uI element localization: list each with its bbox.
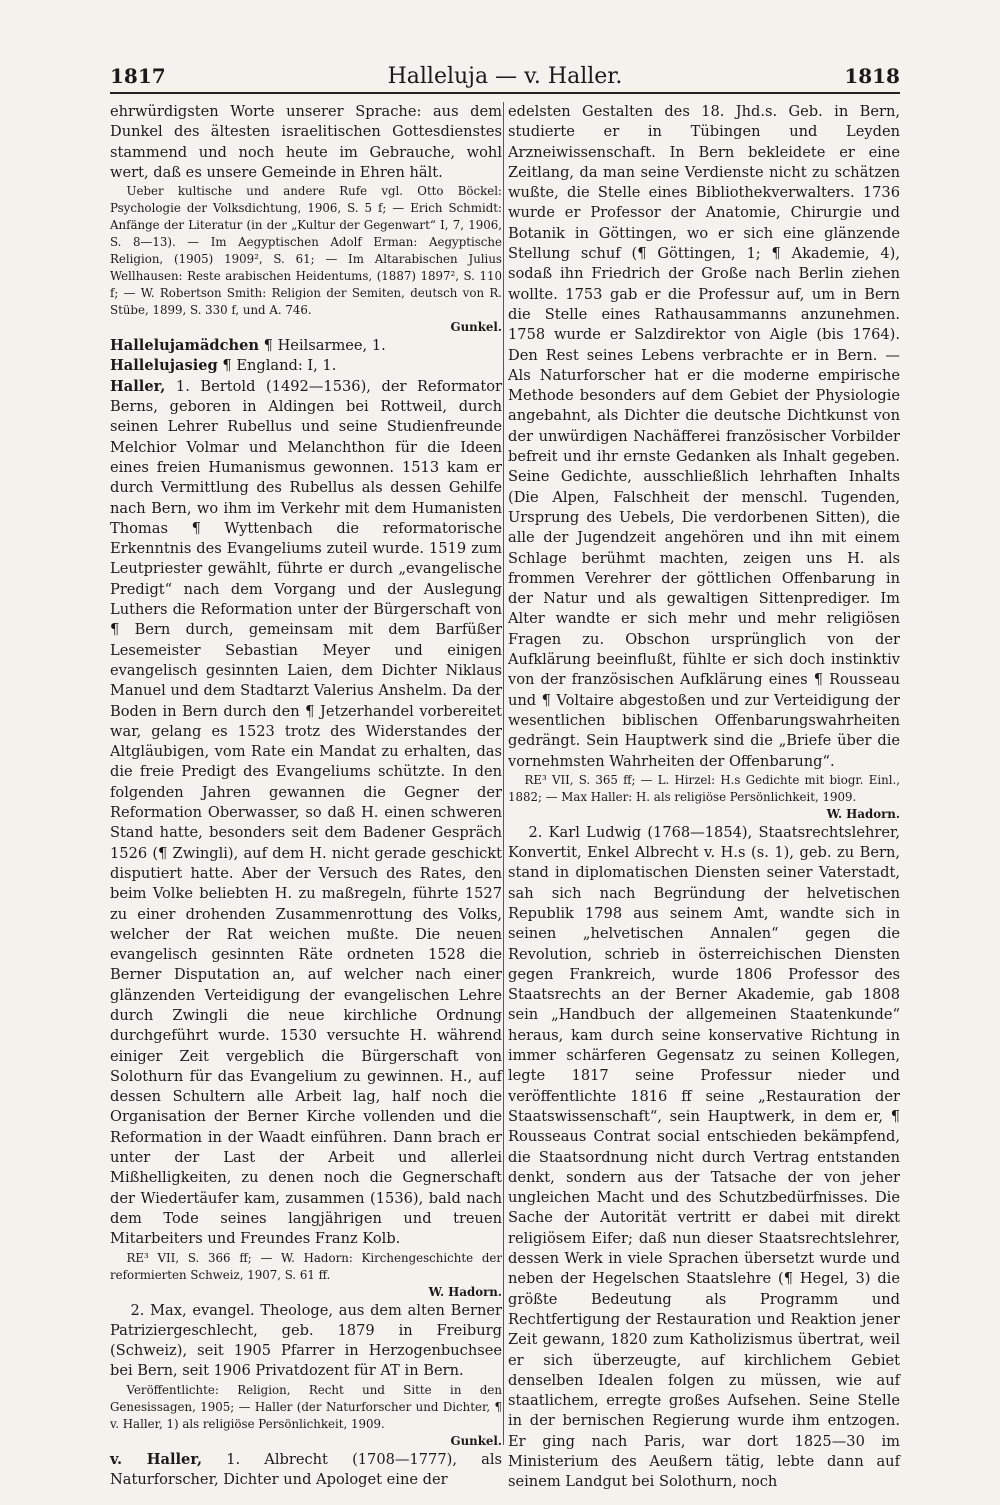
column-divider <box>503 102 504 1445</box>
entry-text: ¶ Heilsarmee, 1. <box>259 337 386 355</box>
author-signature: W. Hadorn. <box>826 806 900 821</box>
page-number-left: 1817 <box>110 64 166 88</box>
entry-haller-karl-ludwig: 2. Karl Ludwig (1768—1854), Staatsrechtslehrer, Konvertit, Enkel Albrecht v. H.s (s. 1), geb. zu Bern, stand in diplomatischen Diensten seiner Vaterstadt, sah sich nach Begründung der helvetischen Republik 1798 aus seinem Amt, wandte sich in seinen „helvetischen Annalen“ gegen die Revolution, schrieb in österreichischen Diensten gegen Frankreich, wurde 1806 Professor des Staatsrechts an der Berner Akademie, gab 1808 sein „Handbuch der allgemeinen Staatenkunde“ heraus, kam durch seine konservative Richtung in immer schärferen Gegensatz zu seinen Kollegen, legte 1817 seine Professur nieder und veröffentlichte 1816 ff seine „Restauration der Staatswissenschaft“, sein Hauptwerk, in dem er, ¶ Rousseaus Contrat social entschieden bekämpfend, die Staatsordnung nicht durch Vertrag entstanden denkt, sondern aus der Tatsache der von jeher ungleichen Macht und des Schutzbedürfnisses. Die Sache der Autorität vertritt er dabei mit direkt religiösem Eifer; daß nun dieser Staatsrechtslehrer, dessen Werk in viele Sprachen übersetzt wurde und neben der Hegelschen Staatslehre (¶ Hegel, 3) die größte Bedeutung als Programm und Rechtfertigung der Restauration und Reaktion jener Zeit gewann, 1820 zum Katholizismus übertrat, weil er sich überzeugte, auf kirchlichem Gebiet denselben Idealen folgen zu müssen, wie auf staatlichem, erregte großes Aufsehen. Seine Stelle in der bernischen Regierung wurde ihm entzogen. Er ging nach Paris, war dort 1825—30 im Ministerium des Aeußern tätig, lebte dann auf seinem Landgut bei Solothurn, noch <box>508 823 900 1491</box>
author-signature: W. Hadorn. <box>428 1284 502 1299</box>
right-column <box>508 102 900 1491</box>
bibliography-text: RE³ VII, S. 365 ff; — L. Hirzel: H.s Gedichte mit biogr. Einl., 1882; — Max Haller: H. als religiöse Persönlichkeit, 1909. <box>508 772 900 804</box>
entry-text: 1. Albrecht (1708—1777), als Naturforscher, Dichter und Apologet eine der <box>110 1450 502 1489</box>
entry-haller-bertold <box>110 377 502 1250</box>
page-number-right: 1818 <box>844 64 900 88</box>
bibliography <box>110 183 502 336</box>
left-column <box>110 102 502 1489</box>
entry-text: 1. Bertold (1492—1536), der Reformator Berns, geboren in Aldingen bei Rottweil, durch seinen Lehrer Rubellus und seine Studienfreunde Melchior Volmar und Melanchthon für die Ideen eines freien Humanismus gewonnen. 1513 kam er durch Vermittlung des Rubellus als dessen Gehilfe nach Bern, wo ihm im Verkehr mit dem Humanisten Thomas ¶ Wyttenbach die reformatorische Erkenntnis des Evangeliums zuteil wurde. 1519 zum Leutpriester gewählt, führte er durch „evangelische Predigt“ nach dem Vorgang und der Auslegung Luthers die Reformation unter der Bürgerschaft von ¶ Bern durch, gemeinsam mit dem Barfüßer Lesemeister Sebastian Meyer und einigen evangelisch gesinnten Laien, dem Dichter Niklaus Manuel und dem Stadtarzt Valerius Anshelm. Da der Boden in Bern durch den ¶ Jetzerhandel vorbereitet war, gelang es 1523 trotz des Widerstandes der Altgläubigen, vom Rate ein Mandat zu erhalten, das die freie Predigt des Evangeliums schützte. In den folgenden Jahren gewannen die Gegner der Reformation Oberwasser, so daß H. einen schweren Stand hatte, besonders seit dem Badener Gespräch 1526 (¶ Zwingli), auf dem H. nicht gerade geschickt disputiert hatte. Aber der Versuch des Rates, den beim Volke beliebten H. zu maßregeln, führte 1527 zu einer drohenden Zusammenrottung des Volks, welcher der Rat weichen mußte. Die neuen evangelisch gesinnten Räte ordneten 1528 die Berner Disputation an, auf welcher nach einer glänzenden Verteidigung der evangelischen Lehre durch Zwingli die neue kirchliche Ordnung durchgeführt wurde. 1530 versuchte H. während einiger Zeit vergeblich die Bürgerschaft von Solothurn für das Evangelium zu gewinnen. H., auf dessen Schultern alle Arbeit lag, half noch die Organisation der Berner Kirche vollenden und die Reformation in der Waadt einführen. Dann brach er unter der Last der Arbeit und allerlei Mißhelligkeiten, zu denen noch die Gegnerschaft der Wiedertäufer kam, zusammen (1536), bald nach dem Tode seines langjährigen und treuen Mitarbeiters und Freundes Franz Kolb. <box>110 377 502 1248</box>
header-rule <box>110 92 900 94</box>
entry-hallelujamaedchen <box>110 336 502 356</box>
author-signature: Gunkel. <box>450 1433 502 1448</box>
bibliography-text: Veröffentlichte: Religion, Recht und Sitte in den Genesissagen, 1905; — Haller (der Naturforscher und Dichter, ¶ v. Haller, 1) als religiöse Persönlichkeit, 1909. <box>110 1382 502 1431</box>
entry-text: ¶ England: I, 1. <box>217 357 337 375</box>
lemma: Hallelujamädchen <box>110 337 260 355</box>
page-header <box>110 58 900 94</box>
entry-v-haller-albrecht <box>110 1450 502 1491</box>
bibliography-text: Ueber kultische und andere Rufe vgl. Otto Böckel: Psychologie der Volksdichtung, 1906, S. 5 f; — Erich Schmidt: Anfänge der Literatur (in der „Kultur der Gegenwart“ I, 7, 1906, S. 8—13). — Im Aegyptischen Adolf Erman: Aegyptische Religion, (1905) 1909², S. 61; — Im Altarabischen Julius Wellhausen: Reste arabischen Heidentums, (1887) 1897², S. 110 f; — W. Robertson Smith: Religion der Semiten, deutsch von R. Stübe, 1899, S. 330 f, und A. 746. <box>110 184 502 318</box>
paragraph: edelsten Gestalten des 18. Jhd.s. Geb. in Bern, studierte er in Tübingen und Leyden Arzneiwissenschaft. In Bern bekleidete er eine Zeitlang, da man seine Verdienste nicht zu schätzen wußte, die Stelle eines Bibliothekverwalters. 1736 wurde er Professor der Anatomie, Chirurgie und Botanik in Göttingen, wo er sich eine glänzende Stellung schuf (¶ Göttingen, 1; ¶ Akademie, 4), sodaß ihn Friedrich der Große nach Berlin ziehen wollte. 1753 gab er die Professur auf, um in Bern die Stelle eines Rathausammanns anzunehmen. 1758 wurde er Salzdirektor von Aigle (bis 1764). Den Rest seines Lebens verbrachte er in Bern. — Als Naturforscher hat er die moderne empirische Methode besonders auf dem Gebiet der Physiologie angebahnt, als Dichter die deutsche Dichtkunst von der unwürdigen Nachäfferei französischer Vorbilder befreit und ihr ernste Gedanken als Inhalt gegeben. Seine Gedichte, ausschließlich lehrhaften Inhalts (Die Alpen, Falschheit der menschl. Tugenden, Ursprung des Uebels, Die verdorbenen Sitten), die alle der Jugendzeit angehören und ihn mit einem Schlage berühmt machten, zeigen uns H. als frommen Verehrer der göttlichen Offenbarung in der Natur und als gewaltigen Sittenprediger. Im Alter wandte er sich mehr und mehr religiösen Fragen zu. Obschon ursprünglich von der Aufklärung beeinflußt, fühlte er sich doch instinktiv von der französischen Aufklärung eines ¶ Rousseau und ¶ Voltaire abgestoßen und zur Verteidigung der wesentlichen biblischen Offenbarungswahrheiten gedrängt. Sein Hauptwerk sind die „Briefe über die vornehmsten Wahrheiten der Offenbarung“. <box>508 103 900 770</box>
lemma: Hallelujasieg <box>110 357 218 375</box>
entry-haller-max: 2. Max, evangel. Theologe, aus dem alten Berner Patriziergeschlecht, geb. 1879 in Freiburg (Schweiz), seit 1905 Pfarrer in Herzogenbuchsee bei Bern, seit 1906 Privatdozent für AT in Bern. <box>110 1301 502 1380</box>
author-signature: Gunkel. <box>450 320 502 335</box>
lemma: Haller, <box>110 377 166 395</box>
bibliography <box>110 1382 502 1450</box>
bibliography <box>110 1250 502 1301</box>
bibliography-text: RE³ VII, S. 366 ff; — W. Hadorn: Kirchengeschichte der reformierten Schweiz, 1907, S. 61 ff. <box>110 1250 502 1282</box>
paragraph: ehrwürdigsten Worte unserer Sprache: aus dem Dunkel des ältesten israelitischen Gottesdienstes stammend und noch heute im Gebrauche, wohl wert, daß es unsere Gemeinde in Ehren hält. <box>110 103 502 181</box>
lemma: v. Haller, <box>110 1450 203 1468</box>
bibliography <box>508 772 900 823</box>
running-title: Halleluja — v. Haller. <box>387 63 623 89</box>
entry-hallelujasieg <box>110 356 502 376</box>
